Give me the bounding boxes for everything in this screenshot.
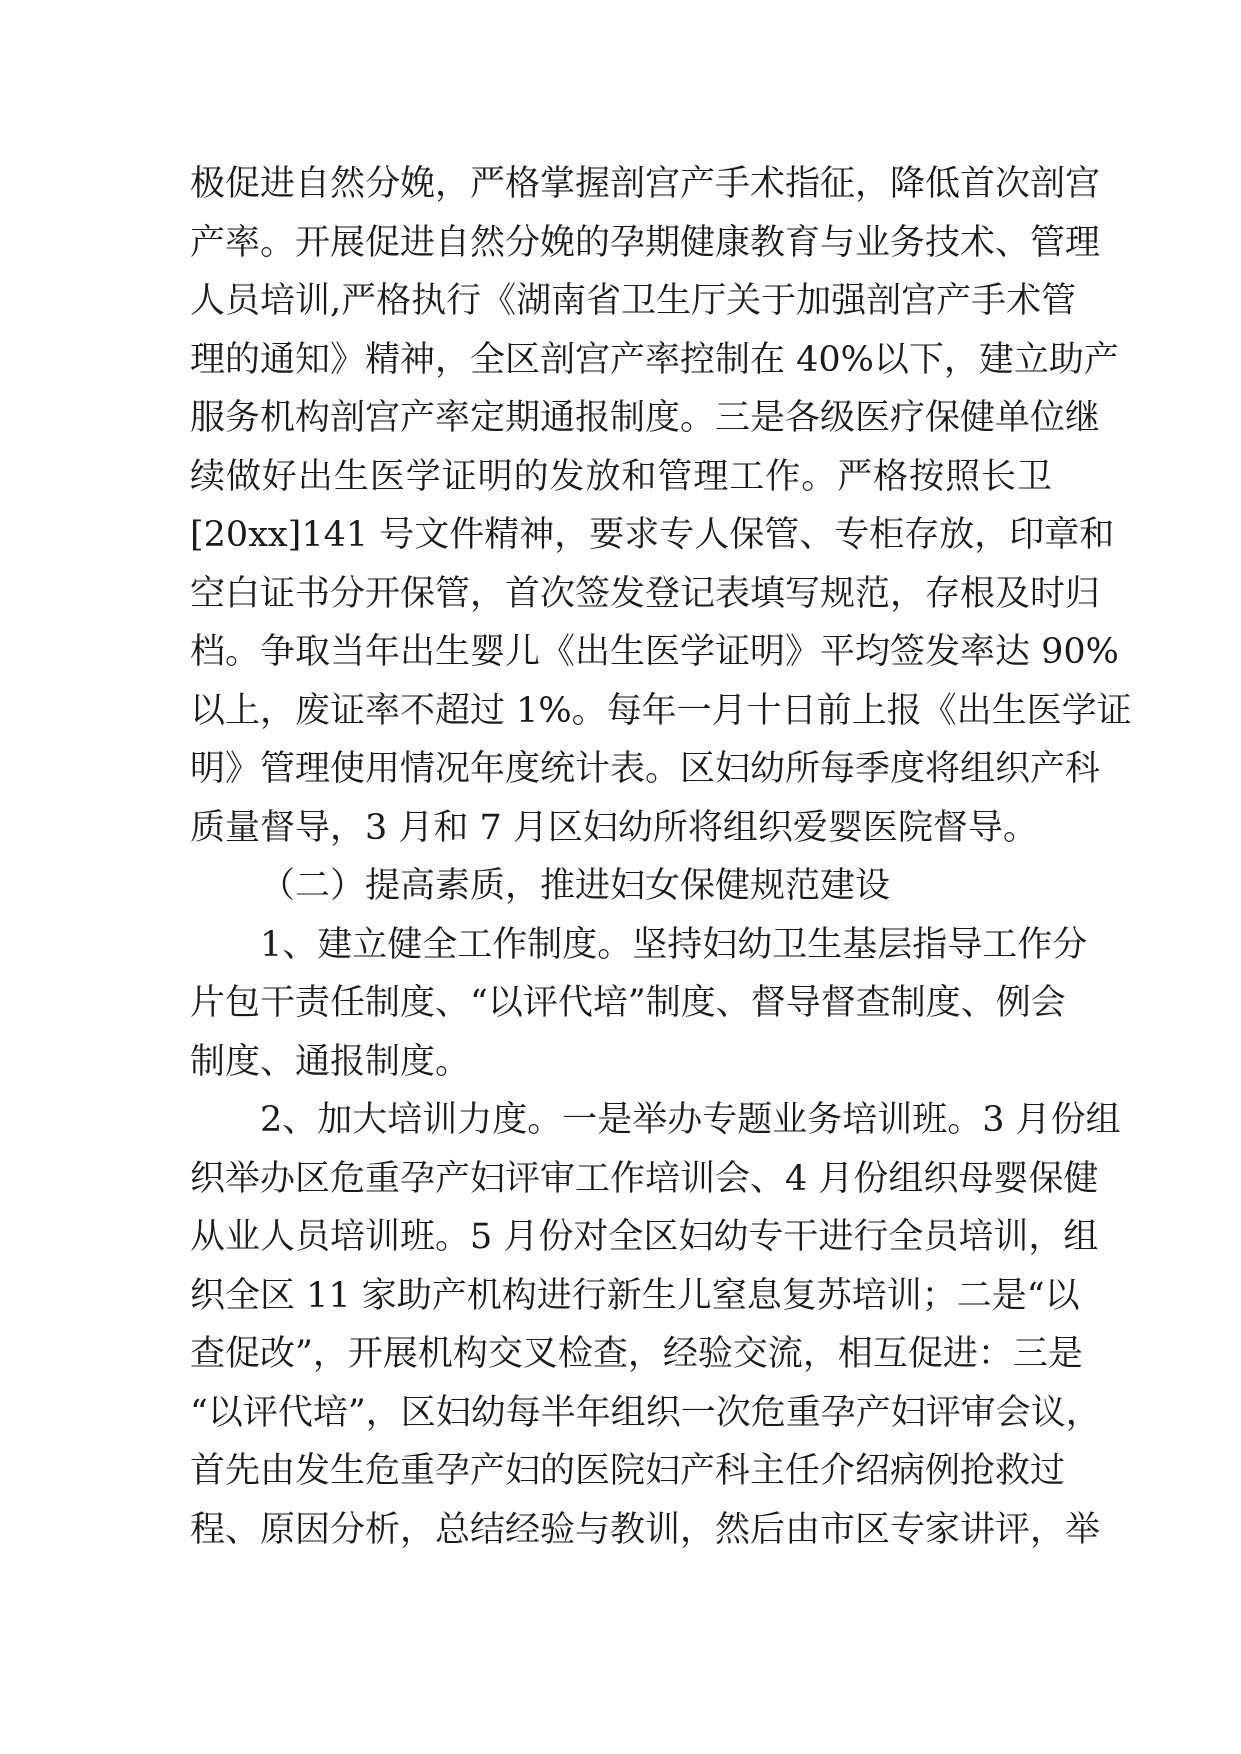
body-text [190,155,1132,1559]
text-line: 服务机构剖宫产率定期通报制度。三是各级医疗保健单位继 [190,398,1101,438]
text-line: 人员培训,严格执行《湖南省卫生厅关于加强剖宫产手术管 [190,281,1077,321]
text-line: 档。争取当年出生婴儿《出生医学证明》平均签发率达 90% [190,632,1119,672]
text-line: 织全区 11 家助产机构进行新生儿窒息复苏培训；二是“以 [190,1275,1080,1316]
text-line: [20xx]141 号文件精神，要求专人保管、专柜存放，印章和 [190,515,1115,555]
text-line: 查促改”，开展机构交叉检查，经验交流，相互促进：三是 [190,1334,1083,1374]
text-line: 以上，废证率不超过 1%。每年一月十日前上报《出生医学证 [190,690,1132,731]
text-line: 程、原因分析，总结经验与教训，然后由市区专家讲评，举 [190,1509,1101,1550]
text-line: 质量督导，3 月和 7 月区妇幼所将组织爱婴医院督导。 [190,807,1038,848]
text-line: 明》管理使用情况年度统计表。区妇幼所每季度将组织产科 [190,749,1101,789]
text-line: 理的通知》精神，全区剖宫产率控制在 40%以下，建立助产 [190,339,1119,380]
section-heading: （二）提高素质，推进妇女保健规范建设 [260,866,891,906]
text-line: 片包干责任制度、“以评代培”制度、督导督查制度、例会 [190,983,1066,1023]
text-line: 空白证书分开保管，首次签发登记表填写规范，存根及时归 [190,573,1101,614]
text-line: 极促进自然分娩，严格掌握剖宫产手术指征，降低首次剖宫 [190,164,1101,204]
text-line: 续做好出生医学证明的发放和管理工作。严格按照长卫 [190,456,1052,497]
text-line: 首先由发生危重孕产妇的医院妇产科主任介绍病例抢救过 [190,1451,1066,1491]
text-line: 产率。开展促进自然分娩的孕期健康教育与业务技术、管理 [190,222,1101,263]
text-line: 从业人员培训班。5 月份对全区妇幼专干进行全员培训，组 [190,1217,1099,1257]
text-line: 织举办区危重孕产妇评审工作培训会、4 月份组织母婴保健 [190,1158,1099,1199]
text-line: 2、加大培训力度。一是举办专题业务培训班。3 月份组 [260,1100,1121,1140]
text-line: 1、建立健全工作制度。坚持妇幼卫生基层指导工作分 [260,924,1088,965]
text-line: 制度、通报制度。 [190,1041,471,1082]
text-line: “以评代培”，区妇幼每半年组织一次危重孕产妇评审会议， [190,1392,1101,1433]
